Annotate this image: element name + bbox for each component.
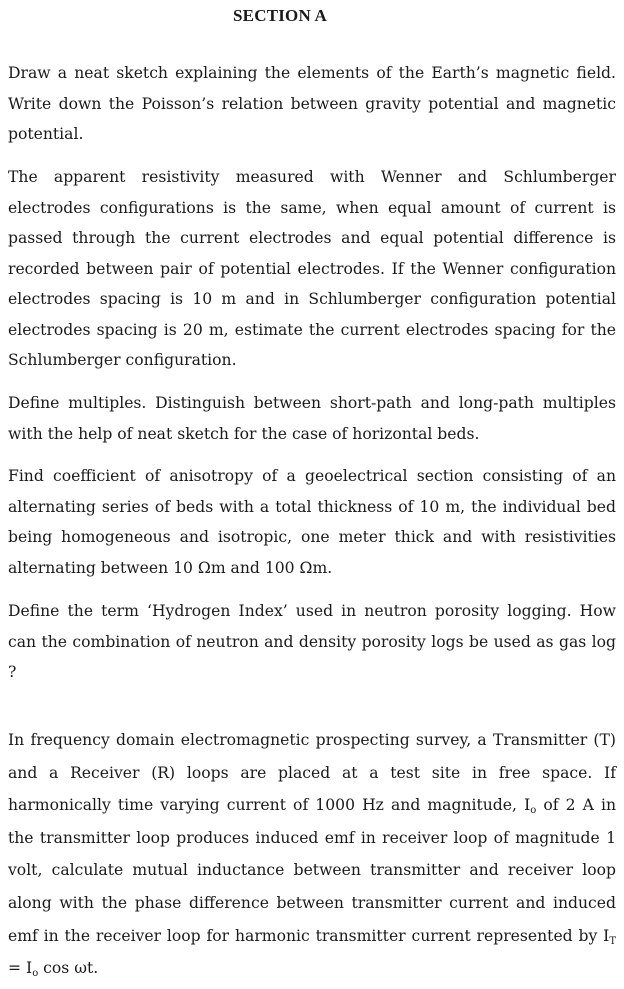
question-6-text-d: cos ωt. <box>38 959 99 978</box>
question-6-subscript-b: T <box>609 935 616 947</box>
question-4: Find coefficient of anisotropy of a geoelectrical section consisting of an alternating series of beds with a total thickness of 10 m, the individual bed being homogeneous and isotropic, one meter thick and with resistivities alternating between 10 Ωm and 100 Ωm. <box>8 467 616 577</box>
question-1: Draw a neat sketch explaining the elements of the Earth’s magnetic field. Write down the Poisson’s relation between gravity potential and magnetic potential. <box>8 64 616 143</box>
question-6-text-b: of 2 A in the transmitter loop produces induced emf in receiver loop of magnitude 1 volt, calculate mutual inductance between transmitter and receiver loop along with the phase difference between transmitter current and induced emf in the receiver loop for harmonic transmitter current represented by I <box>8 796 617 945</box>
question-6 <box>8 724 616 985</box>
question-6-text-a: In frequency domain electromagnetic prospecting survey, a Transmitter (T) and a Receiver (R) loops are placed at a test site in free space. If harmonically time varying current of 1000 Hz and magnitude, I <box>8 731 616 815</box>
question-6-subscript-c: o <box>32 968 39 980</box>
section-title: SECTION A <box>233 6 327 25</box>
question-6-text-c: = I <box>8 959 33 978</box>
question-6-subscript-a: o <box>530 805 537 817</box>
question-2: The apparent resistivity measured with Wenner and Schlumberger electrodes configurations is the same, when equal amount of current is passed through the current electrodes and equal potential difference is recorded between pair of potential electrodes. If the Wenner configuration electrodes spacing is 10 m and in Schlumberger configuration potential electrodes spacing is 20 m, estimate the current electrodes spacing for the Schlumberger configuration. <box>8 168 616 369</box>
question-5: Define the term ‘Hydrogen Index’ used in neutron porosity logging. How can the combination of neutron and density porosity logs be used as gas log ? <box>8 602 616 681</box>
question-3: Define multiples. Distinguish between short-path and long-path multiples with the help of neat sketch for the case of horizontal beds. <box>8 394 616 443</box>
